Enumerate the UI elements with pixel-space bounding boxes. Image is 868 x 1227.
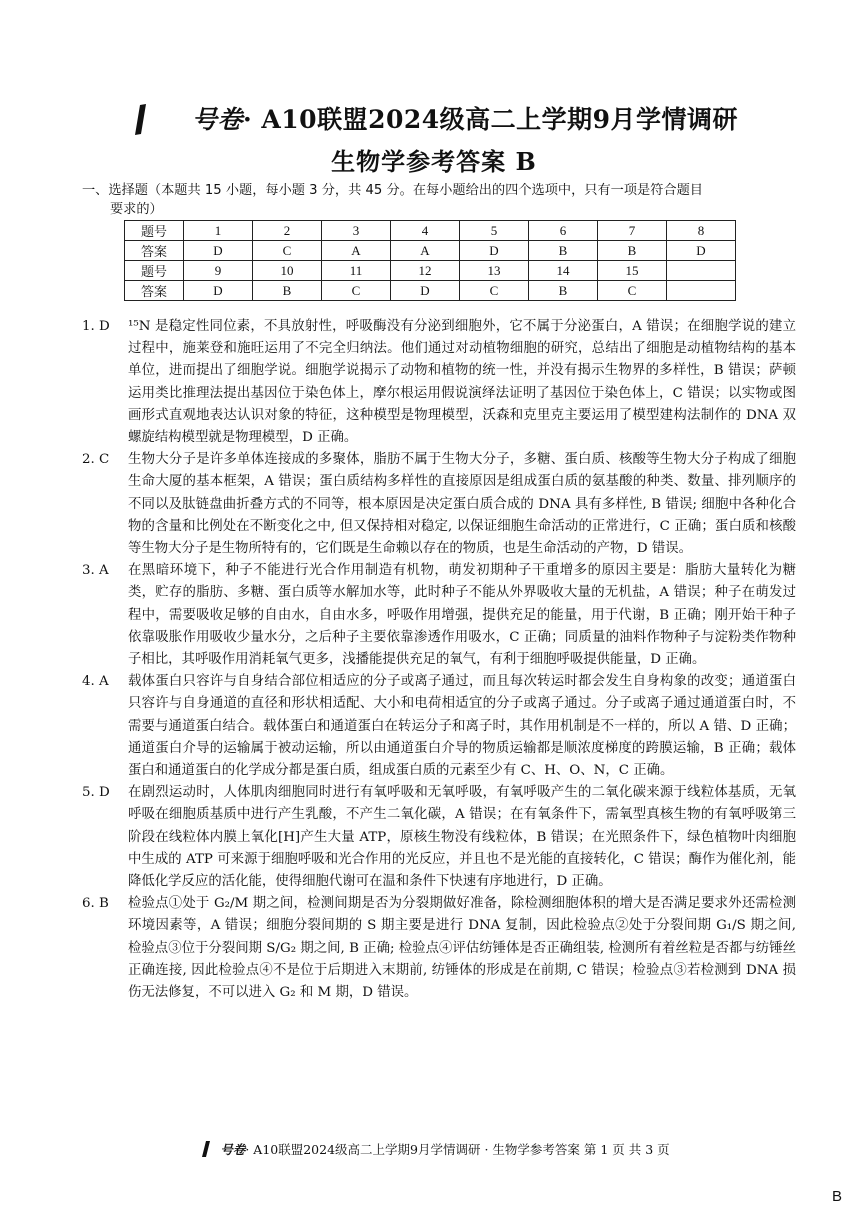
title-line1: · A10联盟2024级高二上学期9月学情调研 (242, 105, 739, 134)
table-cell: D (391, 281, 460, 301)
logo-text: 号卷 (191, 105, 243, 134)
version-mark: B (832, 1188, 843, 1205)
table-cell: A (391, 241, 460, 261)
page-subtitle: 生物学参考答案 B (331, 147, 537, 176)
section-heading (82, 181, 794, 219)
page-footer (0, 1140, 868, 1161)
table-cell: 13 (460, 261, 529, 281)
page-title (0, 100, 868, 142)
item-number: 2. C (82, 452, 110, 468)
item-number: 6. B (82, 896, 109, 912)
explanations-list (82, 316, 796, 1004)
row-label: 答案 (125, 241, 184, 261)
row-label: 题号 (125, 221, 184, 241)
item-text: 检验点①处于 G₂/M 期之间，检测间期是否为分裂期做好准备，除检测细胞体积的增大是否满足要求外还需检测环境因素等，A 错误；细胞分裂间期的 S 期主要是进行 DNA 复制，因此检验点②处于分裂间期 G₁/S 期之间, 检验点③位于分裂间期 S/G₂ 期之间, B 正确; 检验点④评估纺锤体是否正确组装, 检测所有着丝粒是否都与纺锤丝正确连接, 因此检验点④不是位于后期进入末期前, 纺锤体的形成是在前期, C 错误；检验点③若检测到 DNA 损伤无法修复，不可以进入 G₂ 和 M 期，D 错误。 (128, 896, 796, 1001)
brush-mark-icon (130, 102, 192, 136)
item-number: 5. D (82, 785, 110, 801)
explanation-item (82, 560, 796, 671)
table-cell: 14 (529, 261, 598, 281)
table-cell: 6 (529, 221, 598, 241)
table-cell: 1 (184, 221, 253, 241)
table-row (125, 281, 736, 301)
item-number: 1. D (82, 319, 110, 334)
table-cell: B (529, 241, 598, 261)
table-row (125, 261, 736, 281)
table-cell: A (322, 241, 391, 261)
table-cell: C (322, 281, 391, 301)
item-text: 载体蛋白只容许与自身结合部位相适应的分子或离子通过，而且每次转运时都会发生自身构象的改变；通道蛋白只容许与自身通道的直径和形状相适配、大小和电荷相适宜的分子或离子通过。分子或离子通过通道蛋白时，不需要与通道蛋白结合。载体蛋白和通道蛋白在转运分子和离子时，其作用机制是不一样的，所以 A 错、D 正确；通道蛋白介导的运输属于被动运输，所以由通道蛋白介导的物质运输都是顺浓度梯度的跨膜运输，B 正确；载体蛋白和通道蛋白的化学成分都是蛋白质，组成蛋白质的元素至少有 C、H、O、N，C 正确。 (128, 674, 796, 779)
answer-table (124, 220, 736, 301)
section-heading-line1: 一、选择题（本题共 15 小题，每小题 3 分，共 45 分。在每小题给出的四个选项中，只有一项是符合题目 (82, 183, 703, 198)
table-cell: B (253, 281, 322, 301)
table-cell: D (184, 281, 253, 301)
table-cell: D (184, 241, 253, 261)
item-text: ¹⁵N 是稳定性同位素，不具放射性，呼吸酶没有分泌到细胞外，它不属于分泌蛋白，A 错误；在细胞学说的建立过程中，施莱登和施旺运用了不完全归纳法。他们通过对动植物细胞的研究，总结出了细胞是动植物结构的基本单位，进而提出了细胞学说。细胞学说揭示了动物和植物的统一性，并没有揭示生物界的多样性，B 错误；萨顿运用类比推理法提出基因位于染色体上，摩尔根运用假说演绎法证明了基因位于染色体上，C 错误；以实物或图画形式直观地表达认识对象的特征，这种模型是物理模型，沃森和克里克主要运用了模型建构法制作的 DNA 双螺旋结构模型就是物理模型，D 正确。 (128, 319, 796, 446)
table-cell: 10 (253, 261, 322, 281)
table-cell: C (253, 241, 322, 261)
table-cell: 15 (598, 261, 667, 281)
explanation-item (82, 449, 796, 560)
footer-text: · A10联盟2024级高二上学期9月学情调研 · 生物学参考答案 第 1 页 共 3 页 (245, 1142, 670, 1157)
footer-logo (198, 1140, 220, 1161)
explanation-item (82, 671, 796, 782)
explanation-item (82, 316, 796, 449)
table-cell: B (598, 241, 667, 261)
item-text: 在黑暗环境下，种子不能进行光合作用制造有机物，萌发初期种子干重增多的原因主要是：脂肪大量转化为糖类，贮存的脂肪、多糖、蛋白质等水解加水等，此时种子不能从外界吸收大量的无机盐，A 错误；种子在萌发过程中，需要吸收足够的自由水，自由水多，呼吸作用增强，提供充足的能量，用于代谢，B 正确；刚开始干种子依靠吸胀作用吸收少量水分，之后种子主要依靠渗透作用吸水，C 正确；同质量的油料作物种子与淀粉类作物种子相比，其呼吸作用消耗氧气更多，浅播能提供充足的氧气，有利于细胞呼吸提供能量，D 正确。 (128, 563, 796, 668)
table-cell: 3 (322, 221, 391, 241)
item-number: 3. A (82, 563, 109, 579)
item-text: 在剧烈运动时，人体肌肉细胞同时进行有氧呼吸和无氧呼吸，有氧呼吸产生的二氧化碳来源于线粒体基质，无氧呼吸在细胞质基质中进行产生乳酸，不产生二氧化碳，A 错误；在有氧条件下，需氧型真核生物的有氧呼吸第三阶段在线粒体内膜上氧化[H]产生大量 ATP，原核生物没有线粒体，B 错误；在光照条件下，绿色植物叶肉细胞中生成的 ATP 可来源于细胞呼吸和光合作用的光反应，并且也不是光能的直接转化，C 错误；酶作为催化剂，能降低化学反应的活化能，使得细胞代谢可在温和条件下快速有序地进行，D 正确。 (128, 785, 796, 890)
table-cell: D (460, 241, 529, 261)
brush-mark-icon (198, 1140, 220, 1158)
table-cell (667, 261, 736, 281)
table-row (125, 221, 736, 241)
table-cell: 5 (460, 221, 529, 241)
table-cell: C (598, 281, 667, 301)
table-cell: 11 (322, 261, 391, 281)
explanation-item (82, 893, 796, 1004)
footer-logo-text: 号卷 (220, 1142, 246, 1157)
table-cell: 4 (391, 221, 460, 241)
table-cell (667, 281, 736, 301)
explanation-item (82, 782, 796, 893)
row-label: 题号 (125, 261, 184, 281)
table-cell: 7 (598, 221, 667, 241)
table-row (125, 241, 736, 261)
row-label: 答案 (125, 281, 184, 301)
table-cell: B (529, 281, 598, 301)
table-cell: 9 (184, 261, 253, 281)
item-text: 生物大分子是许多单体连接成的多聚体，脂肪不属于生物大分子，多糖、蛋白质、核酸等生物大分子构成了细胞生命大厦的基本框架，A 错误；蛋白质结构多样性的直接原因是组成蛋白质的氨基酸的种类、数量、排列顺序的不同以及肽链盘曲折叠方式的不同等，根本原因是决定蛋白质合成的 DNA 具有多样性, B 错误; 细胞中各种化合物的含量和比例处在不断变化之中, 但又保持相对稳定, 以保证细胞生命活动的正常进行，C 正确；蛋白质和核酸等生物大分子是生物所特有的，它们既是生命赖以存在的物质，也是生命活动的产物，D 错误。 (128, 452, 796, 557)
table-cell: 12 (391, 261, 460, 281)
item-number: 4. A (82, 674, 109, 690)
table-cell: 2 (253, 221, 322, 241)
table-cell: D (667, 241, 736, 261)
table-cell: 8 (667, 221, 736, 241)
logo (130, 102, 192, 142)
section-heading-line2: 要求的） (110, 202, 163, 217)
table-cell: C (460, 281, 529, 301)
